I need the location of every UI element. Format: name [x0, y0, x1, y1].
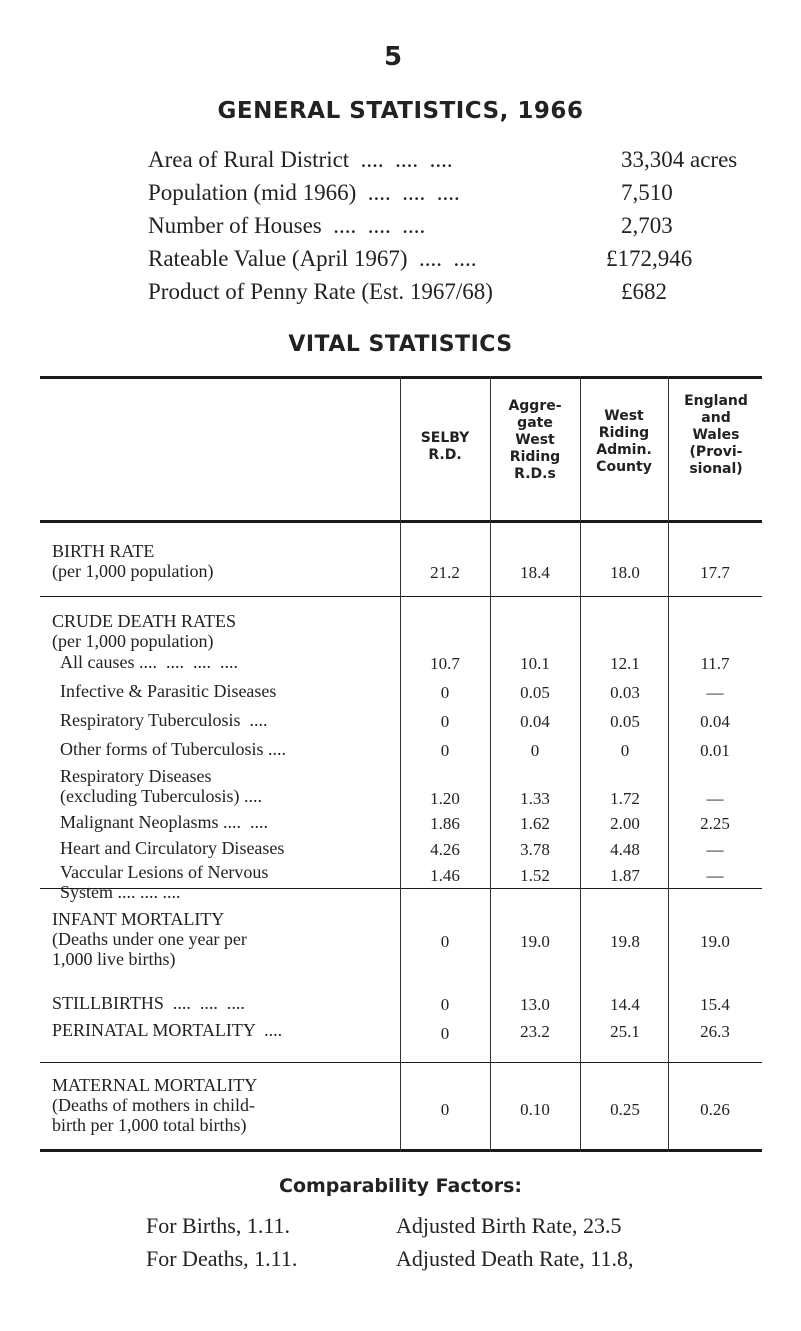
general-value-penny-rate: £682: [621, 279, 667, 304]
cell-maternal-aggregate: 0.10: [520, 1100, 550, 1119]
general-value-population: 7,510: [621, 180, 673, 205]
row-label-infective: Infective & Parasitic Diseases: [60, 681, 277, 701]
row-label-all-causes: All causes .... .... .... ....: [60, 652, 238, 672]
cell-resp-diseases-aggregate: 1.33: [520, 789, 550, 808]
cell-all-causes-west-riding: 12.1: [610, 654, 640, 673]
col-divider-4: [668, 376, 669, 1152]
cell-resp-diseases-selby: 1.20: [430, 789, 460, 808]
cell-malignant-aggregate: 1.62: [520, 814, 550, 833]
general-label-population: Population (mid 1966) .... .... ....: [148, 180, 460, 205]
row-label-resp-diseases: Respiratory Diseases (excluding Tuberculosis) ....: [60, 766, 262, 806]
cell-maternal-england-wales: 0.26: [700, 1100, 730, 1119]
row-label-resp-tb: Respiratory Tuberculosis ....: [60, 710, 268, 730]
cell-perinatal-aggregate: 23.2: [520, 1022, 550, 1041]
col-header-west-riding: West Riding Admin. County: [596, 408, 652, 475]
cell-other-tb-aggregate: 0: [530, 741, 540, 760]
cell-malignant-west-riding: 2.00: [610, 814, 640, 833]
col-header-england-wales: England and Wales (Provi- sional): [684, 393, 748, 477]
cell-resp-tb-aggregate: 0.04: [520, 712, 550, 731]
general-value-rateable: £172,946: [606, 246, 693, 271]
table-bottom-rule: [40, 1149, 762, 1152]
birth-bottom-rule: [40, 596, 762, 597]
row-label-other-tb: Other forms of Tuberculosis ....: [60, 739, 286, 759]
col-divider-3: [580, 376, 581, 1152]
cell-stillbirths-selby: 0: [440, 995, 450, 1014]
cell-stillbirths-aggregate: 13.0: [520, 995, 550, 1014]
row-label-birth-rate: BIRTH RATE (per 1,000 population): [52, 541, 214, 581]
row-label-infant-mortality: INFANT MORTALITY (Deaths under one year per 1,000 live births): [52, 909, 247, 969]
adjusted-death-rate: Adjusted Death Rate, 11.8,: [396, 1246, 634, 1271]
cell-heart-selby: 4.26: [430, 840, 460, 859]
cell-birth-england-wales: 17.7: [700, 563, 730, 582]
table-top-rule: [40, 376, 762, 379]
general-label-houses: Number of Houses .... .... ....: [148, 213, 426, 238]
row-label-perinatal: PERINATAL MORTALITY ....: [52, 1020, 283, 1040]
cell-birth-selby: 21.2: [430, 563, 460, 582]
cell-resp-diseases-england-wales: —: [706, 789, 724, 808]
cell-stillbirths-england-wales: 15.4: [700, 995, 730, 1014]
cell-resp-tb-selby: 0: [440, 712, 450, 731]
cell-resp-tb-england-wales: 0.04: [700, 712, 730, 731]
row-label-vascular: Vaccular Lesions of Nervous System .... .... ....: [60, 862, 269, 902]
general-value-houses: 2,703: [621, 213, 673, 238]
cell-birth-aggregate: 18.4: [520, 563, 550, 582]
cell-vascular-aggregate: 1.52: [520, 866, 550, 885]
cell-all-causes-england-wales: 11.7: [700, 654, 730, 673]
cell-malignant-england-wales: 2.25: [700, 814, 730, 833]
page-number: 5: [384, 42, 403, 72]
vital-statistics-title: VITAL STATISTICS: [288, 332, 513, 357]
adjusted-birth-rate: Adjusted Birth Rate, 23.5: [396, 1213, 622, 1238]
cell-stillbirths-west-riding: 14.4: [610, 995, 640, 1014]
page-title: GENERAL STATISTICS, 1966: [217, 98, 584, 124]
cell-perinatal-england-wales: 26.3: [700, 1022, 730, 1041]
cell-other-tb-selby: 0: [440, 741, 450, 760]
col-divider-1: [400, 376, 401, 1152]
general-label-rateable: Rateable Value (April 1967) .... ....: [148, 246, 477, 271]
row-label-malignant: Malignant Neoplasms .... ....: [60, 812, 268, 832]
cell-infant-aggregate: 19.0: [520, 932, 550, 951]
cell-other-tb-england-wales: 0.01: [700, 741, 730, 760]
cell-infective-west-riding: 0.03: [610, 683, 640, 702]
cell-all-causes-selby: 10.7: [430, 654, 460, 673]
header-bottom-rule: [40, 520, 762, 523]
cell-maternal-selby: 0: [440, 1100, 450, 1119]
cell-perinatal-selby: 0: [440, 1024, 450, 1043]
cell-infective-england-wales: —: [706, 683, 724, 702]
cell-vascular-england-wales: —: [706, 866, 724, 885]
births-factor: For Births, 1.11.: [146, 1213, 291, 1238]
cell-infant-west-riding: 19.8: [610, 932, 640, 951]
deaths-factor: For Deaths, 1.11.: [146, 1246, 298, 1271]
general-value-area: 33,304 acres: [621, 147, 738, 172]
cell-birth-west-riding: 18.0: [610, 563, 640, 582]
row-label-maternal-mortality: MATERNAL MORTALITY (Deaths of mothers in child- birth per 1,000 total births): [52, 1075, 258, 1135]
cell-heart-england-wales: —: [706, 840, 724, 859]
cell-heart-west-riding: 4.48: [610, 840, 640, 859]
cell-all-causes-aggregate: 10.1: [520, 654, 550, 673]
cell-resp-tb-west-riding: 0.05: [610, 712, 640, 731]
cell-infective-aggregate: 0.05: [520, 683, 550, 702]
cell-infant-selby: 0: [440, 932, 450, 951]
col-header-aggregate: Aggre- gate West Riding R.D.s: [508, 398, 562, 482]
death-rates-heading: CRUDE DEATH RATES (per 1,000 population): [52, 611, 237, 651]
cell-perinatal-west-riding: 25.1: [610, 1022, 640, 1041]
general-label-area: Area of Rural District .... .... ....: [148, 147, 453, 172]
cell-malignant-selby: 1.86: [430, 814, 460, 833]
cell-vascular-selby: 1.46: [430, 866, 460, 885]
general-label-penny-rate: Product of Penny Rate (Est. 1967/68): [148, 279, 493, 304]
cell-other-tb-west-riding: 0: [620, 741, 630, 760]
cell-infective-selby: 0: [440, 683, 450, 702]
cell-maternal-west-riding: 0.25: [610, 1100, 640, 1119]
infant-bottom-rule: [40, 1062, 762, 1063]
cell-resp-diseases-west-riding: 1.72: [610, 789, 640, 808]
row-label-heart: Heart and Circulatory Diseases: [60, 838, 285, 858]
cell-vascular-west-riding: 1.87: [610, 866, 640, 885]
cell-infant-england-wales: 19.0: [700, 932, 730, 951]
cell-heart-aggregate: 3.78: [520, 840, 550, 859]
col-header-selby: SELBY R.D.: [420, 430, 470, 463]
col-divider-2: [490, 376, 491, 1152]
row-label-stillbirths: STILLBIRTHS .... .... ....: [52, 993, 245, 1013]
comparability-title: Comparability Factors:: [279, 1175, 522, 1197]
